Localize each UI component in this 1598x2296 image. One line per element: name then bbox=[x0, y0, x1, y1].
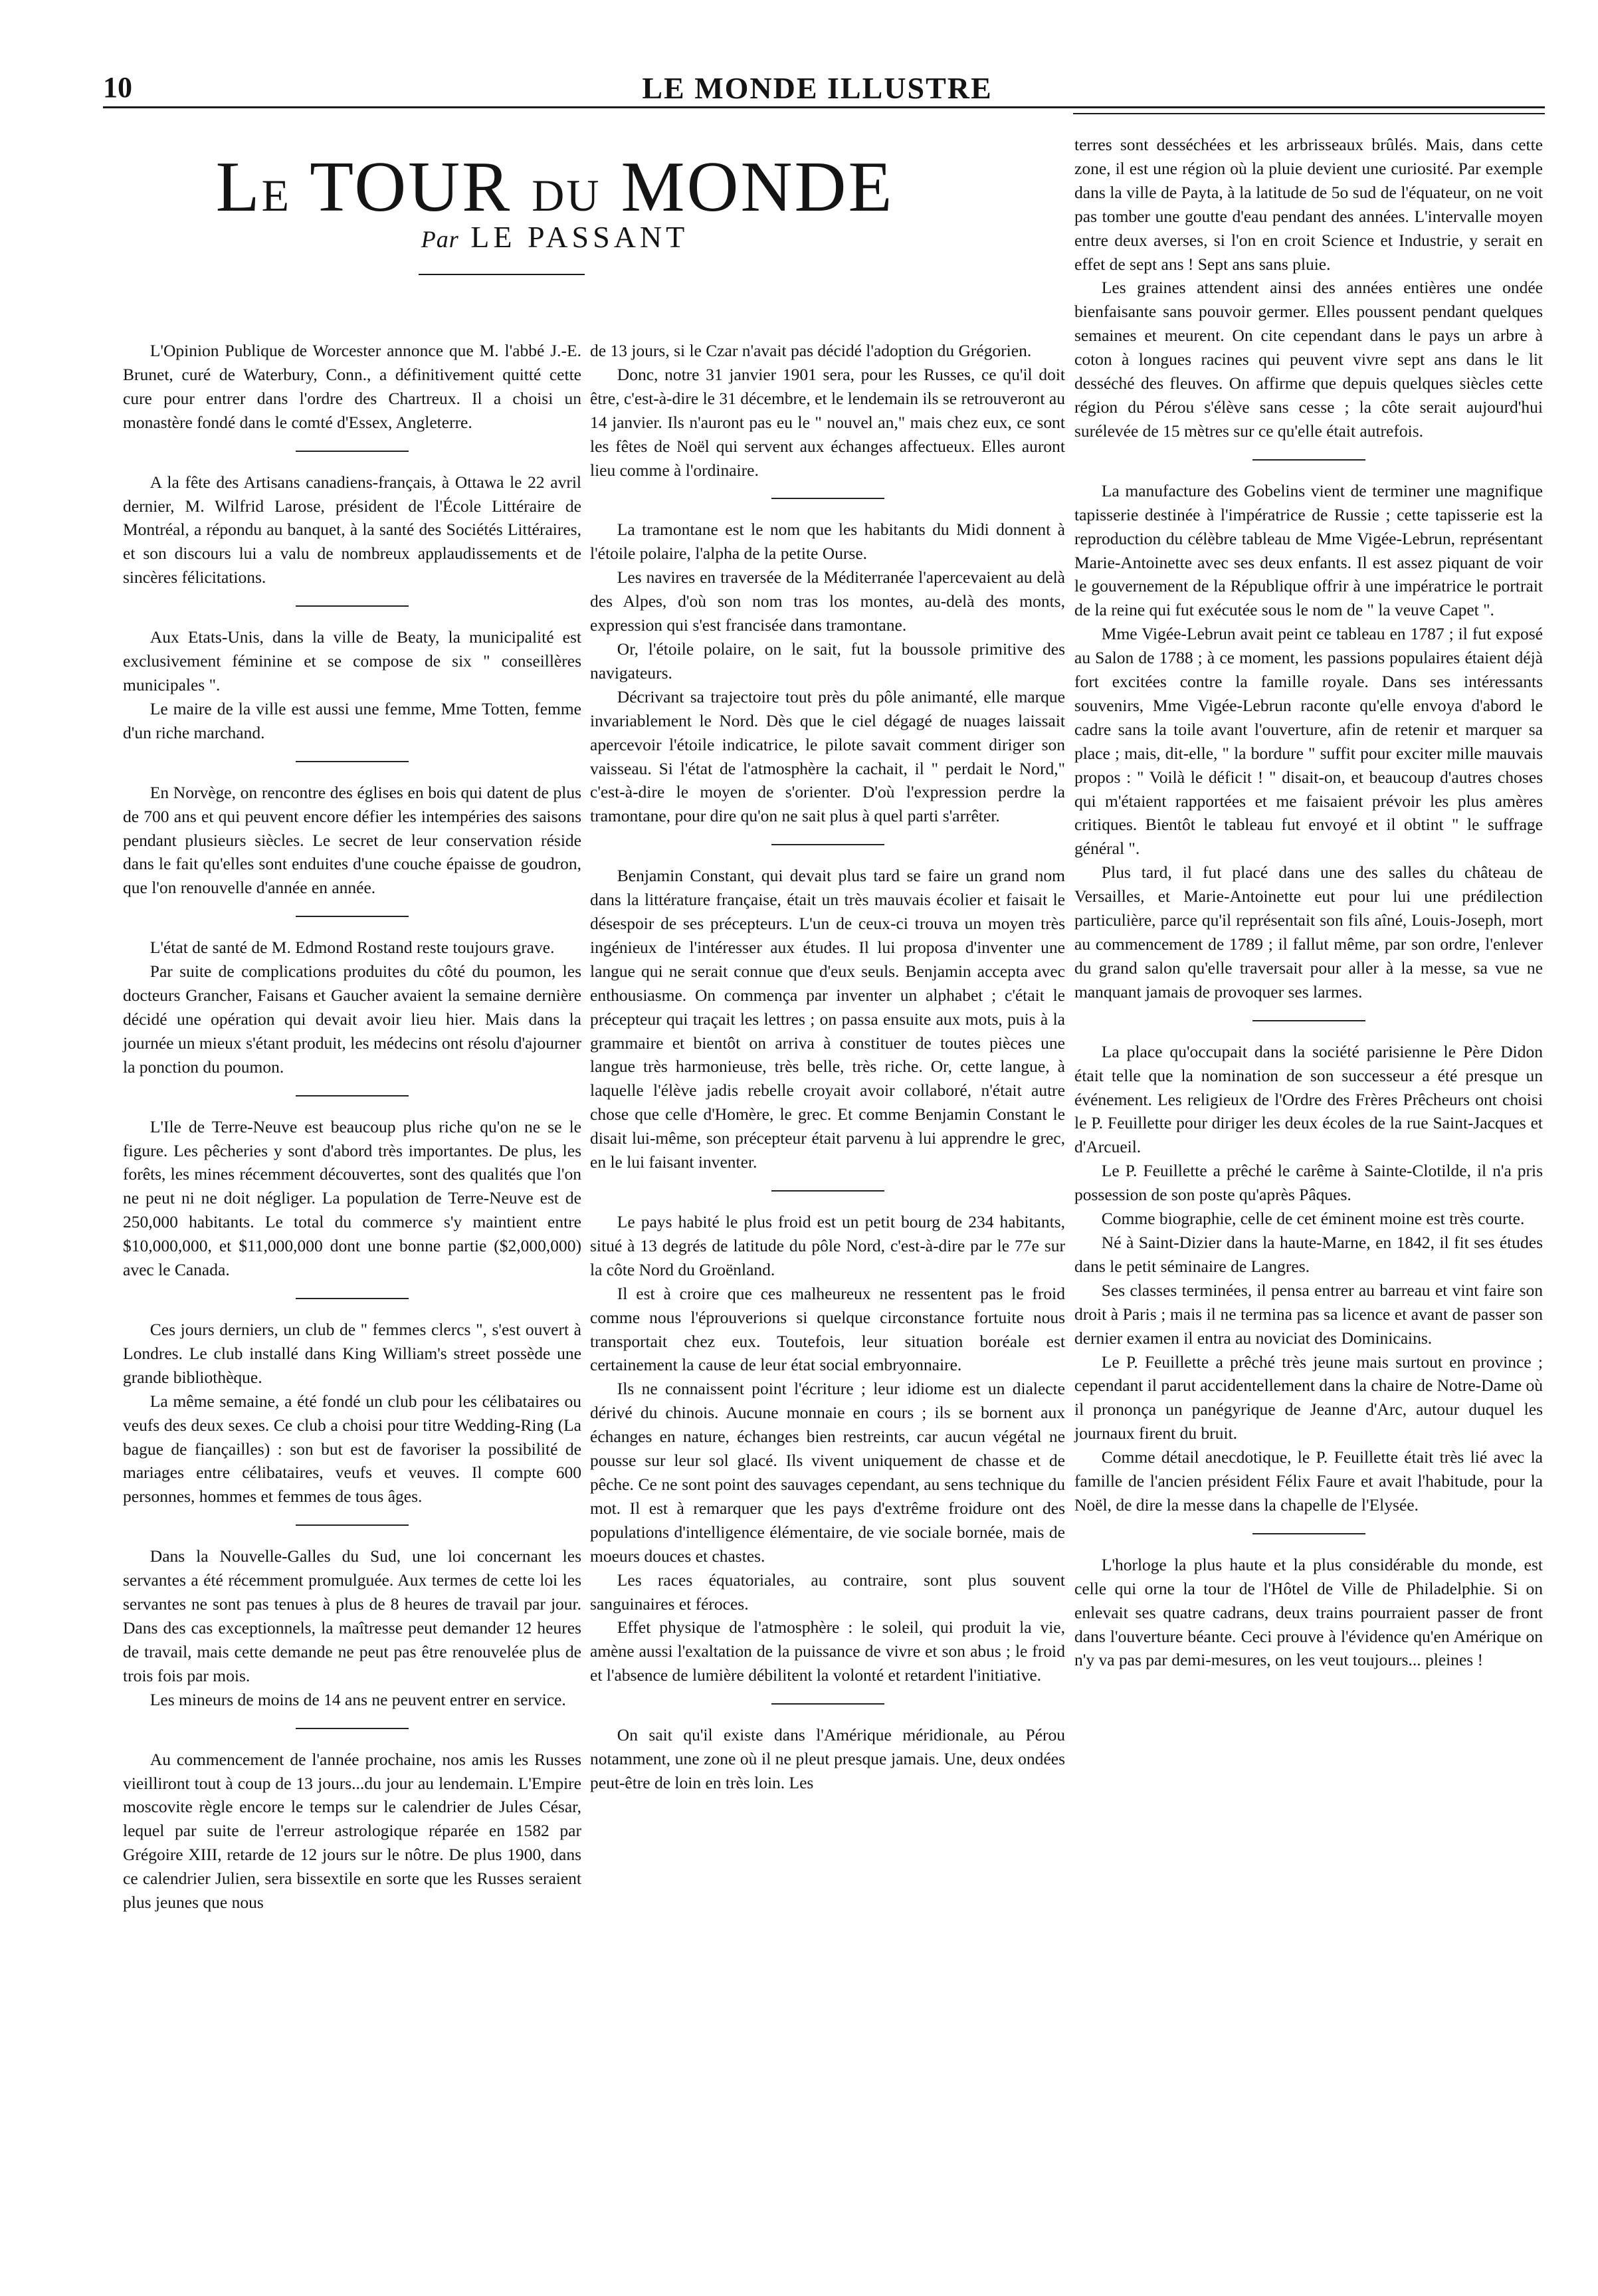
paragraph: Plus tard, il fut placé dans une des salles du château de Versailles, et Marie-Antoinette eut pour lui une prédilection particulière, parce qu'il représentait son fils aîné, Louis-Joseph, mort au commencement de 1789 ; il fallut même, par son ordre, l'enlever du grand salon qu'elle traversait pour aller à la messe, sa vue ne manquant jamais de provoquer ses larmes. bbox=[1074, 863, 1543, 1001]
page-number: 10 bbox=[103, 71, 132, 104]
title-word-monde: MONDE bbox=[621, 148, 894, 227]
paragraph: Au commencement de l'année prochaine, nos amis les Russes vieilliront tout à coup de 13 jours...du jour au lendemain. L'Empire moscovite règle encore le temps sur le calendrier de Jules César, lequel par suite de l'erreur astrologique réparée en 1582 par Grégoire XIII, retarde de 12 jours sur le nôtre. De plus 1900, dans ce calendrier Julien, sera bissextile en sorte que les Russes seraient plus jeunes que nous bbox=[123, 1749, 581, 1913]
paragraph: Dans la Nouvelle-Galles du Sud, une loi concernant les servantes a été récemment promulguée. Aux termes de cette loi les servantes ne sont pas tenues à plus de 8 heures de travail par jour. Dans des cas exceptionnels, la maîtresse peut demander 12 heures de travail, mais cette demande ne peut pas être renouvelée plus de trois fois par mois. bbox=[123, 1546, 581, 1685]
item-separator bbox=[771, 1190, 884, 1192]
paragraph: Mme Vigée-Lebrun avait peint ce tableau en 1787 ; il fut exposé au Salon de 1788 ; à ce moment, les passions populaires étaient déjà fort excitées contre la famille royale. Dans ses intéressants souvenirs, Mme Vigée-Lebrun raconte qu'elle envoya d'abord le cadre sans la toile avant l'ouverture, afin de retenir et marquer sa place ; mais, dit-elle, " la bordure " suffit pour exciter mille mauvais propos : " Voilà le déficit ! " disait-on, et beaucoup d'autres choses qui m'étaient rapportées et me faisaient prévoir les plus amères critiques. Bientôt le tableau fut envoyé et il obtint " le suffrage général ". bbox=[1074, 624, 1543, 859]
paragraph: Effet physique de l'atmosphère : le soleil, qui produit la vie, amène aussi l'exaltation de la puissance de vivre et son abus ; le froid et l'absence de lumière débilitent la volonté et retardent l'initiative. bbox=[590, 1618, 1065, 1685]
paragraph: Le P. Feuillette a prêché très jeune mais surtout en province ; cependant il parut accidentellement dans la chaire de Notre-Dame où il prononça un panégyrique de Jeanne d'Arc, autour duquel les journaux firent du bruit. bbox=[1074, 1352, 1543, 1443]
paragraph: Né à Saint-Dizier dans la haute-Marne, en 1842, il fit ses études dans le petit séminaire de Langres. bbox=[1074, 1232, 1543, 1276]
paragraph: Ses classes terminées, il pensa entrer au barreau et vint faire son droit à Paris ; mais il ne termina pas sa licence et avant de passer son dernier examen il entra au noviciat des Dominicains. bbox=[1074, 1280, 1543, 1348]
byline-par: Par bbox=[421, 226, 459, 253]
item-separator bbox=[296, 605, 409, 607]
paragraph: Aux Etats-Unis, dans la ville de Beaty, la municipalité est exclusivement féminine et se compose de six " conseillères municipales ". bbox=[123, 627, 581, 694]
paragraph: Les mineurs de moins de 14 ans ne peuvent entrer en service. bbox=[150, 1689, 566, 1709]
title-word-tour: TOUR bbox=[310, 148, 512, 227]
paragraph: Décrivant sa trajectoire tout près du pôle animanté, elle marque invariablement le Nord. Dès que le ciel dégagé de nuages laissait apercevoir l'étoile indicatrice, le pilote savait comment diriger son vaisseau. Si l'état de l'atmosphère la cachait, il " perdait le Nord," c'est-à-dire le moyen de s'orienter. D'où l'expression perdre la tramontane, pour dire qu'on ne sait plus à quel parti s'arrêter. bbox=[590, 686, 1065, 826]
paragraph: L'état de santé de M. Edmond Rostand reste toujours grave. bbox=[150, 938, 555, 958]
header-rule bbox=[103, 106, 1545, 108]
paragraph: Le pays habité le plus froid est un petit bourg de 234 habitants, situé à 13 degrés de latitude du pôle Nord, c'est-à-dire par le 77e sur la côte Nord du Groënland. bbox=[590, 1212, 1065, 1279]
paragraph: A la fête des Artisans canadiens-français, à Ottawa le 22 avril dernier, M. Wilfrid Larose, président de l'École Littéraire de Montréal, a répondu au banquet, à la santé des Sociétés Littéraires, et son discours lui a valu de nombreux applaudissements et de sincères félicitations. bbox=[123, 472, 581, 587]
item-separator bbox=[771, 1703, 884, 1705]
paragraph: La manufacture des Gobelins vient de terminer une magnifique tapisserie destinée à l'impératrice de Russie ; cette tapisserie est la reproduction du célèbre tableau de Mme Vigée-Lebrun, représentant Marie-Antoinette avec ses deux enfants. Il est assez piquant de voir le gouvernement de la République offrir à une impératrice le portrait de la reine qui fut exécutée sous le nom de " la veuve Capet ". bbox=[1074, 480, 1543, 620]
paragraph: L'horloge la plus haute et la plus considérable du monde, est celle qui orne la tour de l'Hôtel de Ville de Philadelphie. Si on enlevait ses quatre cadrans, deux trains pourraient passer de front dans l'ouverture béante. Ceci prouve à l'évidence qu'en Amérique on n'y va pas par demi-mesures, on les veut toujours... pleines ! bbox=[1074, 1554, 1543, 1670]
column-2 bbox=[590, 339, 1065, 1795]
item-separator bbox=[1252, 1020, 1365, 1021]
paragraph: La place qu'occupait dans la société parisienne le Père Didon était telle que la nomination de son successeur a été presque un événement. Les religieux de l'Ordre des Frères Prêcheurs ont choisi le P. Feuillette pour diriger les deux écoles de la rue Saint-Jacques et d'Arcueil. bbox=[1074, 1041, 1543, 1157]
item-separator bbox=[296, 1524, 409, 1526]
continued-paragraph: de 13 jours, si le Czar n'avait pas décidé l'adoption du Grégorien. bbox=[590, 341, 1032, 360]
paragraph: On sait qu'il existe dans l'Amérique méridionale, au Pérou notamment, une zone où il ne pleut presque jamais. Une, deux ondées peut-être de loin en très loin. Les bbox=[590, 1725, 1065, 1792]
article-title bbox=[116, 146, 993, 229]
paragraph: L'Opinion Publique de Worcester annonce que M. l'abbé J.-E. Brunet, curé de Waterbury, Conn., a définitivement quitté cette cure pour entrer dans l'ordre des Chartreux. Il a choisi un monastère fondé dans le comté d'Essex, Angleterre. bbox=[123, 341, 581, 432]
item-separator bbox=[296, 451, 409, 452]
paragraph: Or, l'étoile polaire, on le sait, fut la boussole primitive des navigateurs. bbox=[590, 639, 1065, 682]
item-separator bbox=[1252, 459, 1365, 461]
paragraph: Les races équatoriales, au contraire, sont plus souvent sanguinaires et féroces. bbox=[590, 1570, 1065, 1614]
paragraph: La tramontane est le nom que les habitants du Midi donnent à l'étoile polaire, l'alpha de la petite Ourse. bbox=[590, 520, 1065, 564]
paragraph: Il est à croire que ces malheureux ne ressentent pas le froid comme nous l'éprouverions si quelque circonstance fortuite nous transportait chez eux. Toutefois, leur situation boréale est certainement la cause de leur état social embryonnaire. bbox=[590, 1283, 1065, 1375]
paragraph: Comme biographie, celle de cet éminent moine est très courte. bbox=[1101, 1209, 1525, 1229]
header-rule-thin bbox=[1073, 113, 1545, 114]
running-head: LE MONDE ILLUSTRE bbox=[642, 71, 993, 105]
byline bbox=[116, 219, 993, 255]
item-separator bbox=[296, 916, 409, 917]
paragraph: Les graines attendent ainsi des années entières une ondée bienfaisante sans pouvoir germer. Elles poussent pendant quelques semaines et meurent. On cite cependant dans le pays un arbre à coton à longues racines qui peuvent vivre sept ans dans le lit desséché des fleuves. On affirme que depuis quelques siècles cette région du Pérou s'élève sans cesse ; la côte serait aujourd'hui surélevée de 15 mètres sur ce qu'elle était autrefois. bbox=[1074, 278, 1543, 441]
item-separator bbox=[296, 1728, 409, 1729]
paragraph: Le maire de la ville est aussi une femme, Mme Totten, femme d'un riche marchand. bbox=[123, 698, 581, 742]
paragraph: Benjamin Constant, qui devait plus tard se faire un grand nom dans la littérature française, était un très mauvais écolier et faisait le désespoir de ses précepteurs. L'un de ceux-ci trouva un moyen très ingénieux de l'intéresser aux études. Il lui proposa d'inventer une langue qui ne serait connue que d'eux seuls. Benjamin accepta avec enthousiasme. On commença par inventer un alphabet ; c'était le précepteur qui traçait les lettres ; on passa ensuite aux mots, puis à la grammaire et bientôt on arriva à constituer de toutes pièces une langue très harmonieuse, très belle, très riche. Or, cette langue, à laquelle l'élève jadis rebelle croyait avoir collaboré, n'était autre chose que celle d'Homère, le grec. Et comme Benjamin Constant le disait lui-même, son précepteur était parvenu à lui apprendre le grec, en le lui faisant inventer. bbox=[590, 866, 1065, 1172]
title-word-du: DU bbox=[532, 170, 601, 221]
continued-paragraph: terres sont desséchées et les arbrisseaux brûlés. Mais, dans cette zone, il est une région où la pluie devient une curiosité. Par exemple dans la ville de Payta, à la latitude de 5o sud de l'équateur, on ne voit pas tomber une goutte d'eau pendant des années. L'intervalle moyen entre deux averses, si l'on en croit Science et Industrie, y serait en effet de sept ans ! Sept ans sans pluie. bbox=[1074, 135, 1543, 274]
item-separator bbox=[296, 1298, 409, 1299]
paragraph: En Norvège, on rencontre des églises en bois qui datent de plus de 700 ans et qui peuvent encore défier les intempéries des saisons pendant plusieurs siècles. Le secret de leur conservation réside dans le fait qu'elles sont enduites d'une couche épaisse de goudron, que l'on renouvelle d'année en année. bbox=[123, 782, 581, 898]
paragraph: Par suite de complications produites du côté du poumon, les docteurs Grancher, Faisans et Gaucher avaient la semaine dernière décidé une opération qui devait avoir lieu hier. Mais dans la journée un mieux s'étant produit, les médecins ont résolu d'ajourner la ponction du poumon. bbox=[123, 962, 581, 1077]
item-separator bbox=[771, 844, 884, 845]
column-1 bbox=[123, 339, 581, 1915]
paragraph: La même semaine, a été fondé un club pour les célibataires ou veufs des deux sexes. Ce club a choisi pour titre Wedding-Ring (La bague de fiançailles) : son but est de favoriser la possibilité de mariages entre célibataires, veufs et veuves. Il compte 600 personnes, hommes et femmes de tous âges. bbox=[123, 1391, 581, 1507]
item-separator bbox=[296, 761, 409, 762]
title-separator bbox=[419, 274, 585, 275]
column-3 bbox=[1074, 133, 1543, 1672]
paragraph: L'Ile de Terre-Neuve est beaucoup plus riche qu'on ne se le figure. Les pêcheries y sont d'abord très importantes. De plus, les forêts, les mines récemment découvertes, sont des qualités que l'on ne peut ni ne doit négliger. La population de Terre-Neuve est de 250,000 habitants. Le total du commerce s'y maintient entre $10,000,000, et $11,000,000 dont une bonne partie ($2,000,000) avec le Canada. bbox=[123, 1116, 581, 1280]
item-separator bbox=[1252, 1533, 1365, 1534]
paragraph: Ces jours derniers, un club de " femmes clercs ", s'est ouvert à Londres. Le club installé dans King William's street possède une grande bibliothèque. bbox=[123, 1320, 581, 1387]
paragraph: Le P. Feuillette a prêché le carême à Sainte-Clotilde, il n'a pris possession de son poste qu'après Pâques. bbox=[1074, 1161, 1543, 1205]
paragraph: Les navires en traversée de la Méditerranée l'apercevaient au delà des Alpes, d'où son nom tras los montes, au-delà des monts, expression qui s'est francisée dans tramontane. bbox=[590, 568, 1065, 635]
item-separator bbox=[771, 498, 884, 499]
paragraph: Ils ne connaissent point l'écriture ; leur idiome est un dialecte dérivé du chinois. Aucune monnaie en cours ; ils se bornent aux échanges en nature, échanges bien restreints, car aucun végétal ne pousse sur leur sol glacé. Ils vivent uniquement de chasse et de pêche. Ce ne sont point des sauvages cependant, au sens technique du mot. Il est à remarquer que les pays d'extrême froidure ont des populations d'intelligence élémentaire, de vie sociale bornée, mais de moeurs douces et chastes. bbox=[590, 1379, 1065, 1566]
item-separator bbox=[296, 1095, 409, 1096]
byline-name: LE PASSANT bbox=[470, 220, 689, 254]
paragraph: Comme détail anecdotique, le P. Feuillette était très lié avec la famille de l'ancien président Félix Faure et avait l'habitude, pour la Noël, de dire la messe dans la chapelle de l'Elysée. bbox=[1074, 1447, 1543, 1514]
paragraph: Donc, notre 31 janvier 1901 sera, pour les Russes, ce qu'il doit être, c'est-à-dire le 31 décembre, et le lendemain ils se retrouveront au 14 janvier. Ils n'auront pas eu le " nouvel an," mais chez eux, ce sont les fêtes de Noël qui servent aux échanges affectueux. Elles auront lieu comme à l'ordinaire. bbox=[590, 364, 1065, 480]
title-word-le: LE bbox=[215, 148, 292, 227]
